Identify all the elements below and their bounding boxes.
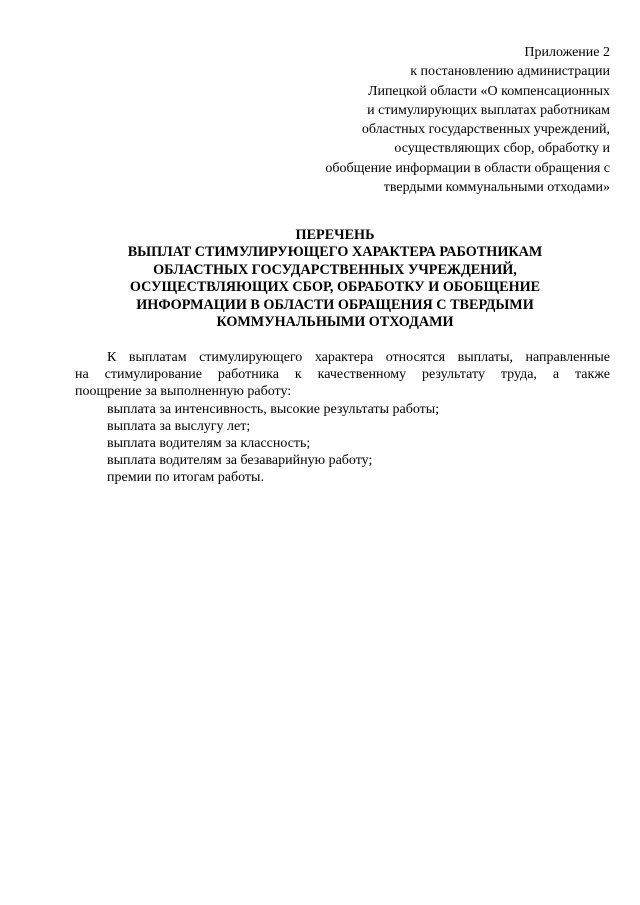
annex-line: обобщение информации в области обращения с: [325, 160, 610, 176]
document-title: [60, 227, 610, 331]
document-body: [75, 349, 610, 487]
payment-list-item: премии по итогам работы.: [107, 470, 264, 486]
intro-line: на стимулирование работника к качественному результату труда, а также: [75, 367, 610, 383]
annex-line: твердыми коммунальными отходами»: [383, 180, 610, 196]
payment-list-item: выплата водителям за безаварийную работу;: [107, 453, 373, 469]
title-line: ПЕРЕЧЕНЬ: [295, 227, 375, 243]
annex-header: [250, 43, 610, 197]
annex-line: осуществляющих сбор, обработку и: [394, 141, 610, 157]
title-line: ВЫПЛАТ СТИМУЛИРУЮЩЕГО ХАРАКТЕРА РАБОТНИКАМ: [127, 244, 543, 261]
title-line: ОБЛАСТНЫХ ГОСУДАРСТВЕННЫХ УЧРЕЖДЕНИЙ,: [153, 261, 517, 278]
title-line: ОСУЩЕСТВЛЯЮЩИХ СБОР, ОБРАБОТКУ И ОБОБЩЕНИЕ: [129, 279, 541, 296]
intro-line: поощрение за выполненную работу:: [75, 384, 292, 400]
title-line: КОММУНАЛЬНЫМИ ОТХОДАМИ: [216, 314, 454, 331]
annex-line: к постановлению администрации: [410, 64, 610, 80]
payment-list-item: выплата водителям за классность;: [107, 436, 311, 452]
annex-line: областных государственных учреждений,: [361, 122, 610, 138]
annex-line: Приложение 2: [524, 45, 610, 60]
annex-line: и стимулирующих выплатах работникам: [367, 102, 610, 118]
intro-line: К выплатам стимулирующего характера относятся выплаты, направленные: [107, 350, 610, 365]
payment-list-item: выплата за интенсивность, высокие результаты работы;: [107, 401, 440, 417]
annex-line: Липецкой области «О компенсационных: [367, 83, 610, 99]
payment-list-item: выплата за выслугу лет;: [107, 418, 251, 434]
title-line: ИНФОРМАЦИИ В ОБЛАСТИ ОБРАЩЕНИЯ С ТВЕРДЫМИ: [136, 296, 534, 313]
